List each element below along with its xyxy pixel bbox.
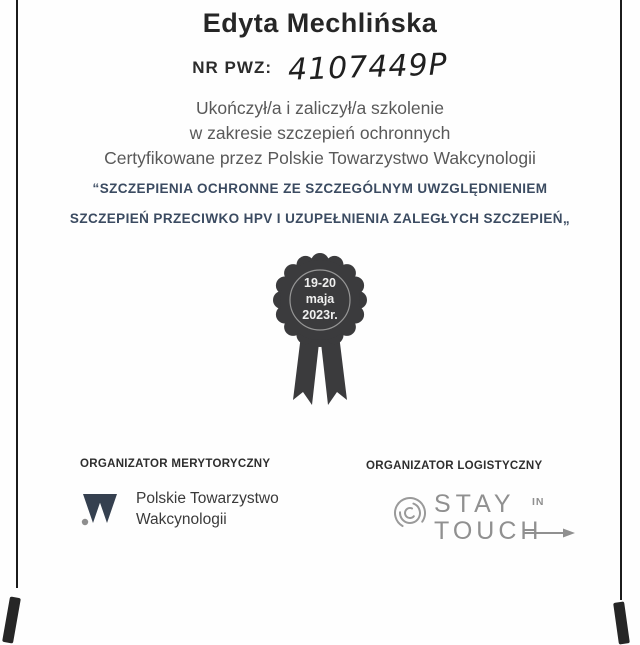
ptw-logo [80, 488, 279, 530]
stay-in-touch-logo [390, 490, 600, 552]
body-line: Certyfikowane przez Polskie Towarzystwo Wakcynologii [104, 148, 536, 168]
ptw-logo-text [136, 488, 279, 530]
pwz-number-handwritten: 4107449P [287, 47, 449, 88]
logo-word-touch: TOUCH [434, 517, 543, 545]
badge-month-line: maja [305, 292, 335, 306]
organizer-logistic-heading: ORGANIZATOR LOGISTYCZNY [366, 460, 543, 472]
logo-word-in: IN [532, 496, 545, 508]
pwz-row [24, 47, 616, 88]
recipient-name: Edyta Mechlińska [202, 8, 438, 38]
course-title-line: SZCZEPIEŃ PRZECIWKO HPV I UZUPEŁNIENIA ZALEGŁYCH SZCZEPIEŃ„ [69, 211, 571, 226]
scan-edge-right [620, 0, 622, 600]
organizer-logistic-section [366, 460, 600, 552]
event-date-badge [255, 275, 385, 323]
pwz-label: NR PWZ: [192, 57, 272, 77]
fingerprint-icon [390, 492, 430, 532]
course-title [24, 174, 616, 234]
scan-mark-bottom-left [2, 596, 21, 643]
body-line: w zakresie szczepień ochronnych [189, 123, 451, 143]
body-line: Ukończył/a i zaliczył/a szkolenie [195, 98, 444, 118]
arrow-icon [524, 528, 576, 538]
certificate-body-text [24, 96, 616, 171]
award-rosette-icon [255, 247, 385, 417]
ptw-logo-line: Wakcynologii [136, 511, 227, 528]
scan-edge-left [16, 0, 18, 588]
w-mark-icon [80, 491, 126, 527]
organizer-meritorious-heading: ORGANIZATOR MERYTORYCZNY [80, 458, 271, 470]
badge-year-line: 2023r. [302, 308, 338, 322]
badge-date-line: 19-20 [304, 276, 336, 290]
scan-mark-bottom-right [613, 601, 630, 644]
course-title-line: “SZCZEPIENIA OCHRONNE ZE SZCZEGÓLNYM UWZGLĘDNIENIEM [92, 181, 548, 196]
organizer-meritorious-section [80, 458, 279, 530]
rosette-graphic [255, 247, 385, 417]
logo-word-stay: STAY [434, 490, 516, 518]
ptw-logo-line: Polskie Towarzystwo [136, 490, 279, 507]
